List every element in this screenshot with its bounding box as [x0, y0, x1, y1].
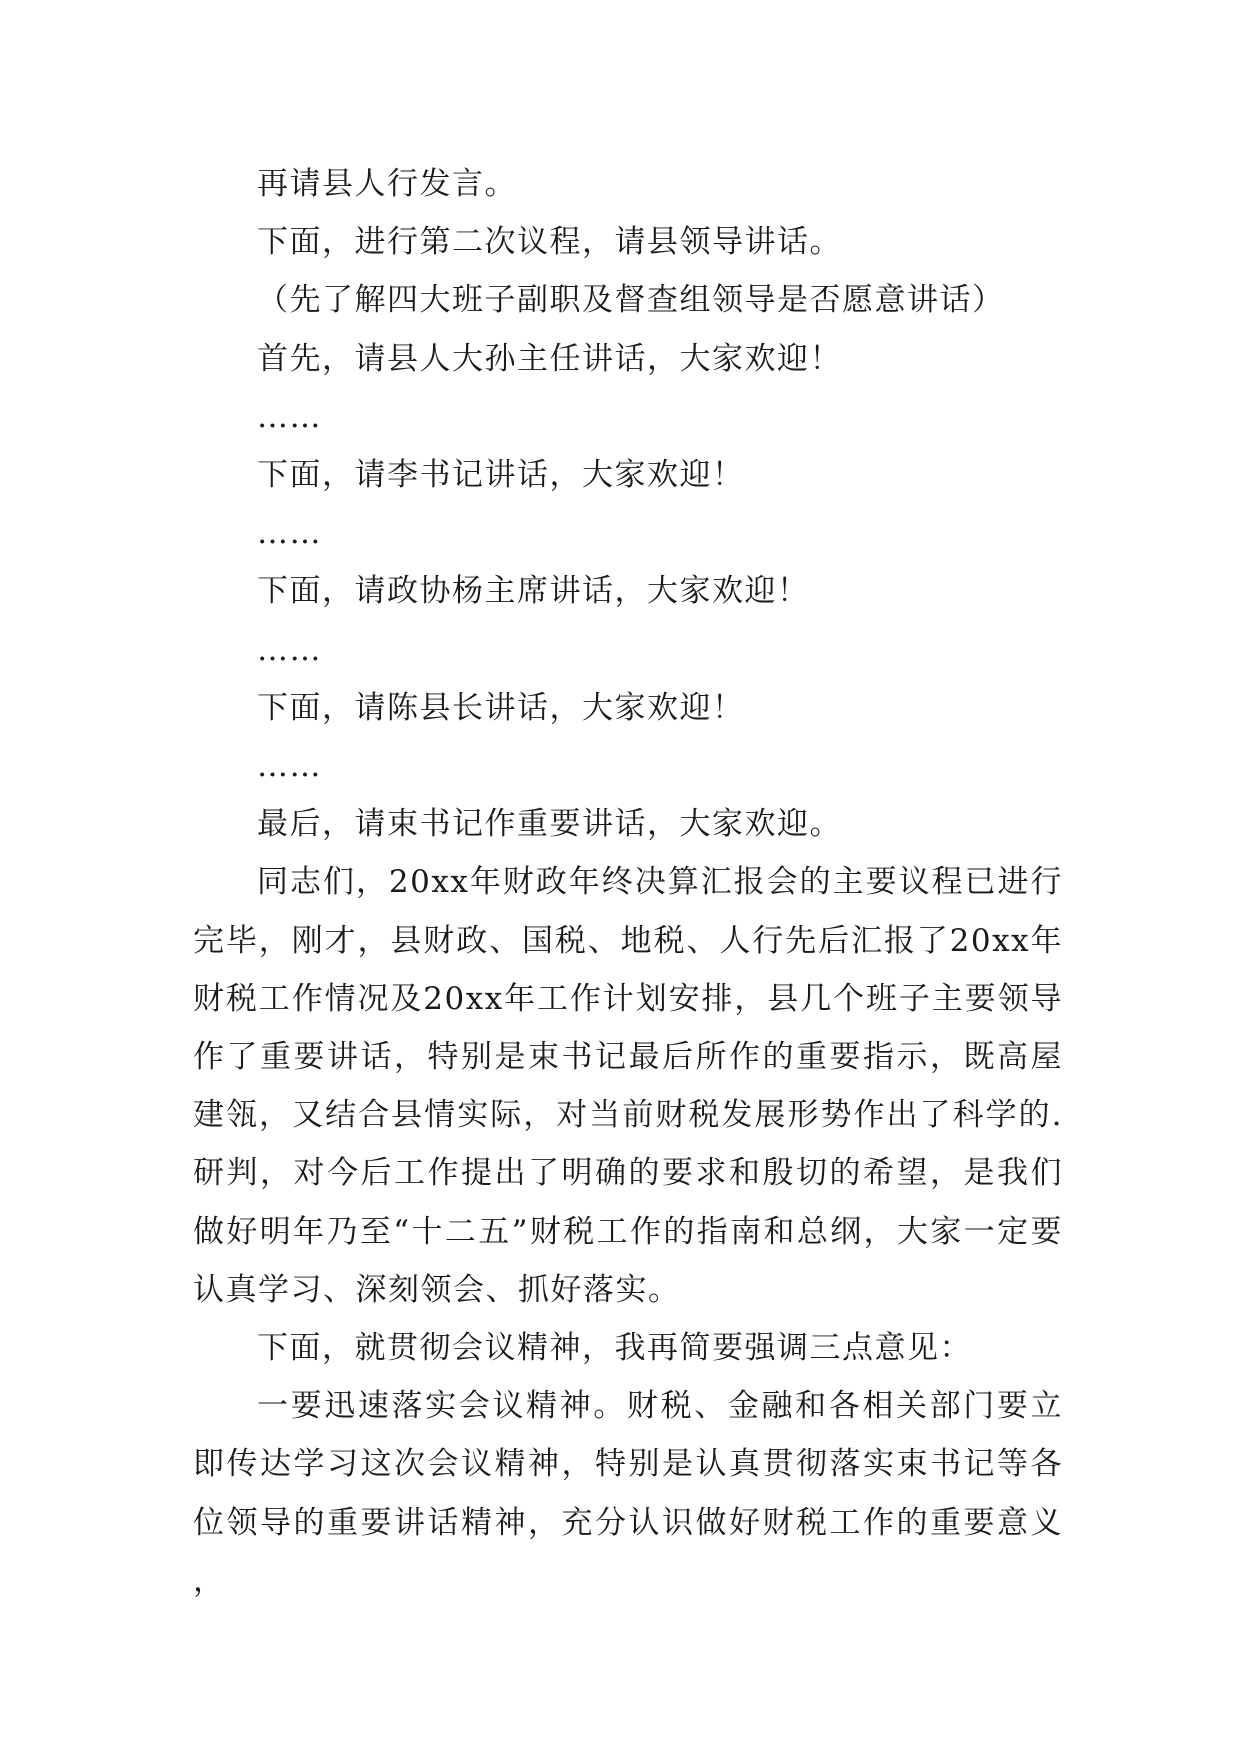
paragraph: 下面，请李书记讲话，大家欢迎！	[257, 457, 745, 494]
paragraph: 同志们，20xx年财政年终决算汇报会的主要议程已进行完毕，刚才，县财政、国税、地税、人行先后汇报了20xx年财税工作情况及20xx年工作计划安排，县几个班子主要领导作了重要讲话，特别是束书记最后所作的重要指示，既高屋建瓴，又结合县情实际，对当前财税发展形势作出了科学的.研判，对今后工作提出了明确的要求和殷切的希望，是我们做好明年乃至“十二五”财税工作的指南和总纲，大家一定要认真学习、深刻领会、抓好落实。	[193, 864, 1063, 1308]
ellipsis-line: ……	[257, 631, 322, 668]
paragraph: （先了解四大班子副职及督查组领导是否愿意讲话）	[257, 282, 1005, 319]
paragraph: 一要迅速落实会议精神。财税、金融和各相关部门要立即传达学习这次会议精神，特别是认真贯彻落实束书记等各位领导的重要讲话精神，充分认识做好财税工作的重要意义，	[193, 1388, 1063, 1599]
paragraph: 下面，请陈县长讲话，大家欢迎！	[257, 689, 745, 726]
paragraph: 下面，请政协杨主席讲话，大家欢迎！	[257, 573, 810, 610]
paragraph: 下面，就贯彻会议精神，我再简要强调三点意见：	[257, 1330, 972, 1367]
paragraph: 首先，请县人大孙主任讲话，大家欢迎！	[257, 340, 842, 377]
paragraph: 下面，进行第二次议程，请县领导讲话。	[257, 224, 842, 261]
document-body	[193, 155, 1063, 1610]
ellipsis-line: ……	[257, 398, 322, 435]
paragraph: 最后，请束书记作重要讲话，大家欢迎。	[257, 806, 842, 843]
paragraph: 再请县人行发言。	[257, 166, 517, 202]
ellipsis-line: ……	[257, 748, 322, 785]
ellipsis-line: ……	[257, 515, 322, 552]
